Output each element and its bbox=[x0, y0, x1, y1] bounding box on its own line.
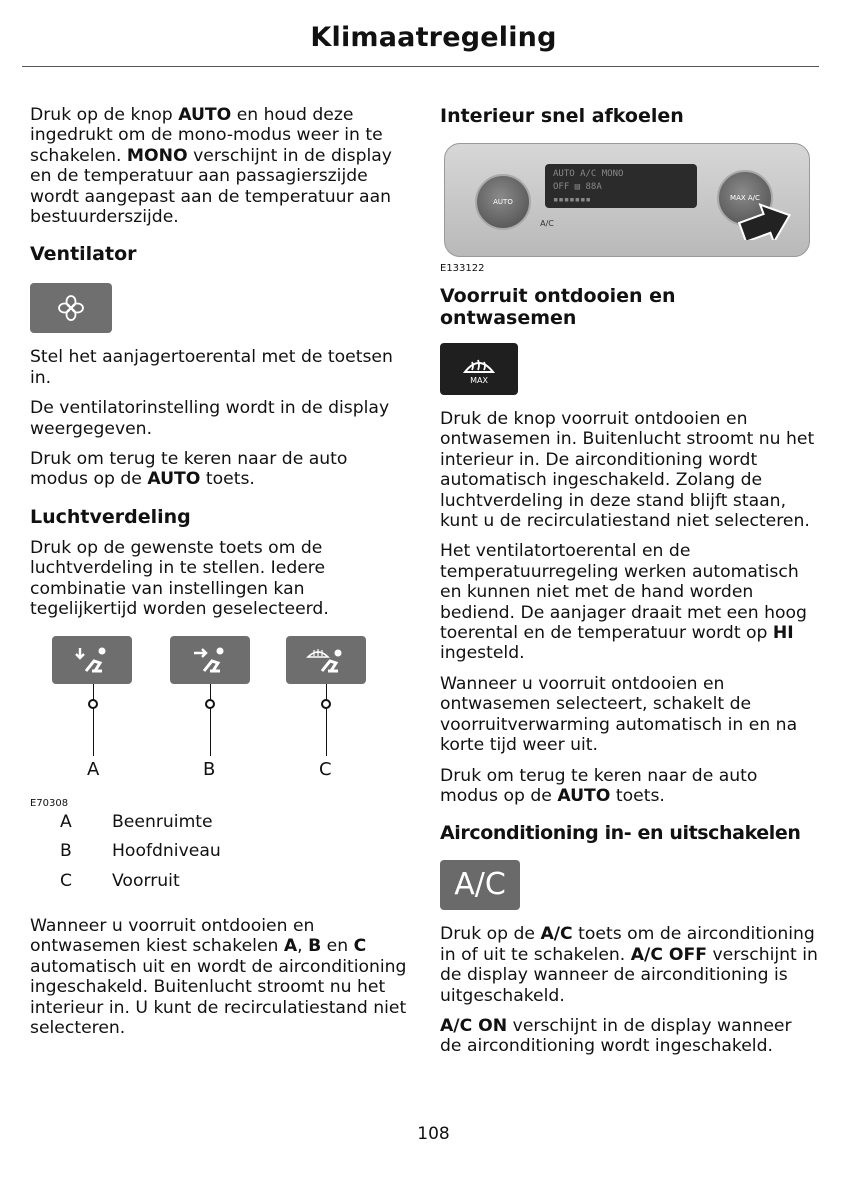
figure-label-c: C bbox=[319, 758, 332, 780]
ac-paragraph-2: A/C ON verschijnt in de display wanneer de airconditioning wordt ingeschakeld. bbox=[440, 1015, 792, 1057]
control-panel bbox=[444, 143, 810, 257]
left-column bbox=[30, 105, 408, 1048]
panel-ac-label: A/C bbox=[540, 219, 554, 228]
defrost-paragraph-2: Het ventilatortoerental en de temperatuurregeling werken automatisch en kunnen niet met de hand worden bediend. De aanjager draait met een hoog toerental en de temperatuur wordt op HI ingesteld. bbox=[440, 541, 807, 664]
defrost-paragraph-3: Wanneer u voorruit ontdooien en ontwasemen selecteert, schakelt de voorruitverwarming automatisch in en na korte tijd weer uit. bbox=[440, 673, 798, 756]
fan-icon bbox=[57, 294, 85, 322]
lucht-heading: Luchtverdeling bbox=[30, 505, 191, 528]
vent-paragraph-1: Stel het aanjagertoerental met de toetsen in. bbox=[30, 347, 393, 388]
header-rule bbox=[22, 66, 819, 67]
page-title: Klimaatregeling bbox=[310, 22, 557, 53]
page-number: 108 bbox=[417, 1124, 450, 1144]
face-level-icon bbox=[190, 645, 230, 675]
figure-label-b: B bbox=[203, 758, 216, 780]
auto-knob: AUTO bbox=[475, 174, 531, 230]
footwell-button bbox=[52, 636, 132, 684]
legend-row: C Voorruit bbox=[60, 870, 180, 891]
ac-paragraph-1: Druk op de A/C toets om de airconditioning in of uit te schakelen. A/C OFF verschijnt in de display wanneer de airconditioning is uitgeschakeld. bbox=[440, 924, 818, 1006]
intro-paragraph: Druk op de knop AUTO en houd deze ingedrukt om de mono-modus weer in te schakelen. MONO verschijnt in de display en de temperatuur aan passagierszijde wordt aangepast aan de temperatuur aan bestuurderszijde. bbox=[30, 105, 392, 228]
windscreen-button bbox=[286, 636, 366, 684]
control-panel-figure bbox=[440, 143, 818, 273]
ventilator-heading: Ventilator bbox=[30, 243, 137, 266]
air-distribution-figure bbox=[30, 636, 408, 809]
windscreen-icon bbox=[304, 645, 348, 675]
panel-display: AUTO A/C MONO OFF ▤ 88A ▪▪▪▪▪▪▪ bbox=[545, 164, 697, 208]
panel-code: E133122 bbox=[440, 263, 485, 274]
figure-label-a: A bbox=[87, 758, 100, 780]
vent-paragraph-3: Druk om terug te keren naar de auto modus op de AUTO toets. bbox=[30, 449, 348, 490]
press-arrow-icon bbox=[735, 194, 805, 240]
right-column bbox=[440, 105, 818, 1067]
legend-row: B Hoofdniveau bbox=[60, 841, 221, 861]
vent-paragraph-2: De ventilatorinstelling wordt in de display weergegeven. bbox=[30, 398, 390, 439]
cool-heading: Interieur snel afkoelen bbox=[440, 105, 684, 127]
ac-button: A/C bbox=[440, 860, 520, 910]
legend-row: A Beenruimte bbox=[60, 811, 213, 832]
max-ac-knob: MAX A/C bbox=[717, 170, 773, 226]
max-label: MAX bbox=[470, 375, 488, 385]
defrost-paragraph-1: Druk de knop voorruit ontdooien en ontwasemen in. Buitenlucht stroomt nu het interieur in. De airconditioning wordt automatisch ingeschakeld. Zolang de luchtverdeling in deze stand blijft staan, kunt u de recirculatiestand niet selecteren. bbox=[440, 409, 815, 532]
figure-code: E70308 bbox=[30, 797, 69, 809]
defrost-heading: Voorruit ontdooien en ontwasemen bbox=[440, 285, 676, 329]
max-defrost-button bbox=[440, 343, 518, 395]
defrost-icon bbox=[459, 354, 499, 376]
final-paragraph: Wanneer u voorruit ontdooien en ontwasemen kiest schakelen A, B en C automatisch uit en wordt de airconditioning ingeschakeld. Buitenlucht stroomt nu het interieur in. U kunt de recirculatiestand niet selecteren. bbox=[30, 916, 407, 1039]
lucht-paragraph: Druk op de gewenste toets om de luchtverdeling in te stellen. Iedere combinatie van instellingen kan tegelijkertijd worden geselecteerd. bbox=[30, 537, 329, 620]
defrost-paragraph-4: Druk om terug te keren naar de auto modus op de AUTO toets. bbox=[440, 765, 758, 806]
legend bbox=[30, 812, 408, 901]
fan-button bbox=[30, 283, 112, 333]
face-level-button bbox=[170, 636, 250, 684]
footwell-icon bbox=[72, 645, 112, 675]
ac-heading: Airconditioning in- en uitschakelen bbox=[440, 822, 801, 845]
